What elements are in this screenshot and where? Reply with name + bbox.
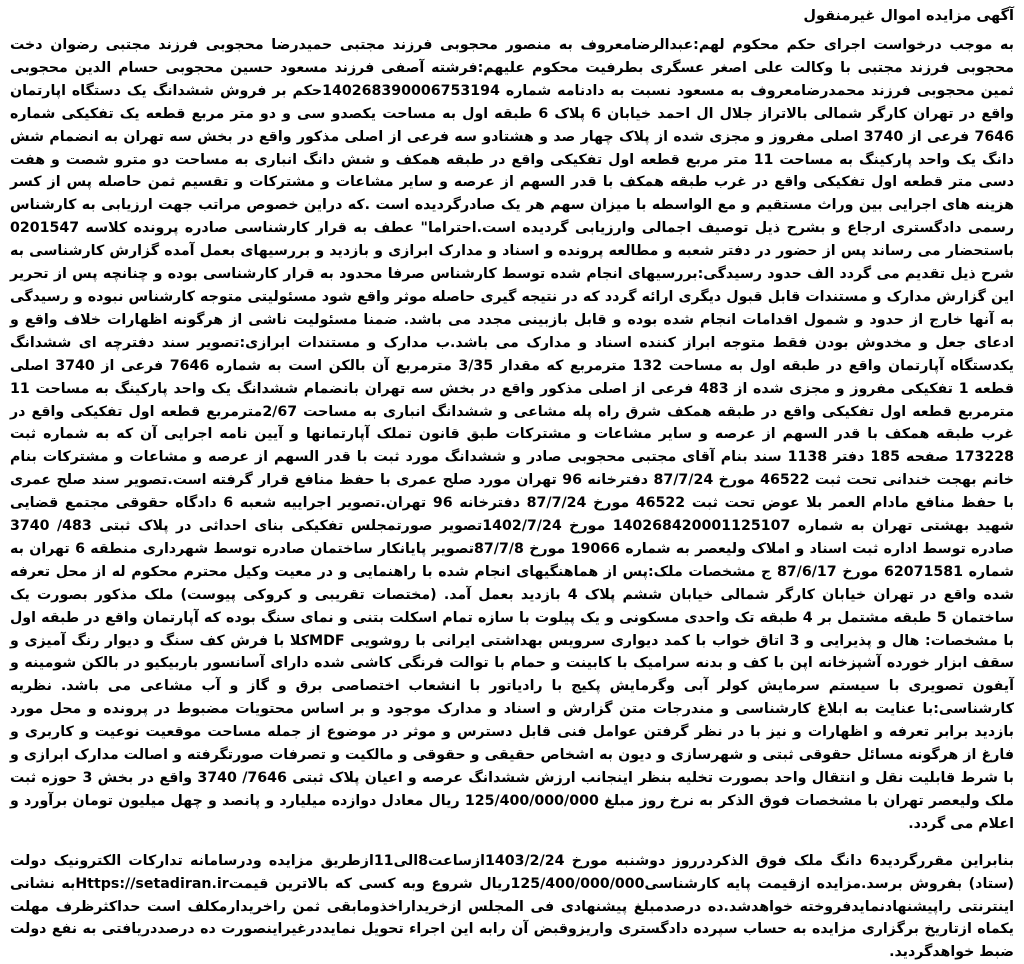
auction-terms-paragraph: بنابراین مقررگردید6 دانگ ملک فوق الذکردرروز دوشنبه مورخ 1403/2/24ازساعت8الی11ازطریق مزایده ودرسامانه تدارکات الکترونیک دولت (ستاد) بفروش برسد.مزایده ازقیمت پایه کارشناسی125/400/000/000ریال شروع وبه کسی که بالاترین قیمتHttps://setadiran.irبه نشانی اینترنتی راپیشنهادنمایدفروخته خواهدشد.ده درصدمبلغ پیشنهادی فی المجلس ازخریداراخذومابقی ثمن راخریدارمکلف است حداکثرظرف مهلت یکماه ازتاریخ برگزاری مزایده به حساب سپرده دادگستری واریزوقبض آن رابه این اجراء تحویل نمایددرغیراینصورت ده درصددریافتی به نفع دولت ضبط خواهدگردید. xyxy=(10,852,1015,961)
notice-title: آگهی مزایده اموال غیرمنقول xyxy=(803,8,1014,24)
notice-body-paragraph: به موجب درخواست اجرای حکم محکوم لهم:عبدالرضامعروف به منصور محجوبی فرزند مجتبی حمیدرضا محجوبی فرزند مجتبی رضوان دخت محجوبی فرزند مجتبی با وکالت علی اصغر عسگری بطرفیت محکوم علیهم:فرشته آصفی فرزند مسعود حسین محجوبی حسام الدین محجوبی ثمین محجوبی فرزند محمدرضامعروف به مسعود نسبت به دادنامه شماره 140268390006753194حکم بر فروش ششدانگ یک دستگاه اپارتمان واقع در تهران کارگر شمالی بالاتراز جلال ال احمد خیابان 6 پلاک 6 طبقه اول به مساحت یکصدو سی و دو متر مربع قطعه یک تفکیکی شماره 7646 فرعی از 3740 اصلی مفروز و مجزی شده از پلاک چهار صد و هشتادو سه فرعی از اصلی مذکور واقع در بخش سه تهران به انضمام شش دانگ یک واحد پارکینگ به مساحت 11 متر مربع قطعه اول تفکیکی واقع در طبقه همکف و شش دانگ انباری به مساحت دو مترو شصت و هفت دسی متر قطعه اول تفکیکی واقع در غرب طبقه همکف با قدر السهم از عرصه و سایر مشاعات و مشترکات و تقسیم ثمن حاصله پس از کسر هزینه های اجرایی بین وراث مستقیم و مع الواسطه با میزان سهم هر یک صادرگردیده است .که دراین خصوص مراتب جهت ارزیابی به کارشناس رسمی دادگستری ارجاع و بشرح ذیل توصیف اجمالی وارزیابی گردیده است.احتراما" عطف به قرار کارشناسی صادره پرونده کلاسه 0201547 باستحضار می رساند پس از حضور در دفتر شعبه و مطالعه پرونده و اسناد و مدارک ابرازی و بازدید و بررسیهای بعمل آمده گزارش کارشناسی به شرح ذیل تقدیم می گردد الف حدود رسیدگی:بررسیهای انجام شده توسط کارشناس صرفا محدود به قرار کارشناسی بوده و چنانچه پس از تحریر این گزارش مدارک و مستندات قابل قبول دیگری ارائه گردد که در نتیجه گیری حاصله موثر واقع شود مسئولیتی متوجه کارشناس نبوده و رسیدگی به آنها خارج از حدود و شمول اقدامات انجام شده بوده و قابل بازبینی مجدد می باشد. ضمنا مسئولیت ناشی از هرگونه اظهارات خلاف واقع و ادعای جعل و مخدوش بودن فقط متوجه ابراز کننده اسناد و مدارک می باشد.ب مدارک و مستندات ابرازی:تصویر سند دفترچه ای ششدانگ یکدستگاه آپارتمان واقع در طبقه اول به مساحت 132 مترمربع که مقدار 3/35 مترمربع آن بالکن است به شماره 7646 فرعی از 3740 اصلی قطعه 1 تفکیکی مفروز و مجزی شده از 483 فرعی از اصلی مذکور واقع در بخش سه تهران بانضمام ششدانگ یک واحد پارکینگ به مساحت 11 مترمربع قطعه اول تفکیکی واقع در طبقه همکف شرق راه پله مشاعی و ششدانگ انباری به مساحت 2/67مترمربع قطعه اول تفکیکی واقع در غرب طبقه همکف با قدر السهم از عرصه و سایر مشاعات و مشترکات طبق قانون تملک آپارتمانها و آیین نامه اجرایی آن که به شماره ثبت 173228 صفحه 185 دفتر 1138 سند بنام آقای مجتبی محجوبی صادر و ششدانگ مورد ثبت با قدر السهم از عرصه و مشاعات و مشترکات بنام خانم بهجت خندانی تحت ثبت 46522 مورخ 87/7/24 دفترخانه 96 تهران مورد صلح عمری با حفظ منافع قرار گرفته است.تصویر سند صلح عمری با حفظ منافع مادام العمر بلا عوض تحت ثبت 46522 مورخ 87/7/24 دفترخانه 96 تهران.تصویر اجراییه شعبه 6 دادگاه حقوقی مجتمع قضایی شهید بهشتی تهران به شماره 140268420001125107 مورخ 1402/7/24تصویر صورتمجلس تفکیکی بنای احداثی در پلاک ثبتی 483/ 3740 صادره توسط اداره ثبت اسناد و املاک ولیعصر به شماره 19066 مورخ 87/7/8تصویر پایانکار ساختمان صادره توسط شهرداری منطقه 6 تهران به شماره 62071581 مورخ 87/6/17 ج مشخصات ملک:پس از هماهنگیهای انجام شده با راهنمایی و در معیت وکیل محترم محکوم له از محل تعرفه شده واقع در تهران خیابان کارگر شمالی خیابان ششم پلاک 4 بازدید بعمل آمد. (مختصات تقریبی و کروکی پیوست) ملک مذکور بصورت یک ساختمان 5 طبقه مشتمل بر 4 طبقه تک واحدی مسکونی و یک پیلوت با سازه تمام اسکلت بتنی و نمای سنگ بوده که آپارتمان واقع در طبقه اول با مشخصات: هال و پذیرایی و 3 اتاق خواب با کمد دیواری سرویس بهداشتی ایرانی با روشویی MDFکلا با فرش کف سنگ و دیوار رنگ آمیزی و سقف ابزار خورده آشپزخانه اپن با کف و بدنه سرامیک با کابینت و حمام با توالت فرنگی کاشی شده دارای آسانسور باربیکیو در بالکن شومینه و آیفون تصویری با سیستم سرمایش کولر آبی وگرمایش پکیج با رادیاتور با انشعاب اختصاصی برق و گاز و آب مشاعی می باشد. نظریه کارشناسی:با عنایت به ابلاغ کارشناسی و مندرجات متن گزارش و اسناد و مدارک موجود و بر اساس محتویات مضبوط در پرونده و محل مورد بازدید برابر تعرفه و اظهارات و نیز با در نظر گرفتن عوامل فنی قابل دسترس و موثر در موضوع از جمله مساحت موقعیت نوعیت و کاربری و فارغ از هرگونه مسائل حقوقی ثبتی و شهرسازی و دیون به اشخاص حقیقی و حقوقی و مالکیت و تصرفات صورتگرفته و اصالت مدارک ابرازی و با شرط قابلیت نقل و انتقال واحد بصورت تخلیه بنظر اینجانب ارزش ششدانگ عرصه و اعیان پلاک ثبتی 7646/ 3740 واقع در بخش 3 حوزه ثبت ملک ولیعصر تهران با مشخصات فوق الذکر به نرخ روز مبلغ 125/400/000/000 ریال معادل دوازده میلیارد و پانصد و چهل میلیون تومان برآورد و اعلام می گردد. xyxy=(10,37,1015,832)
